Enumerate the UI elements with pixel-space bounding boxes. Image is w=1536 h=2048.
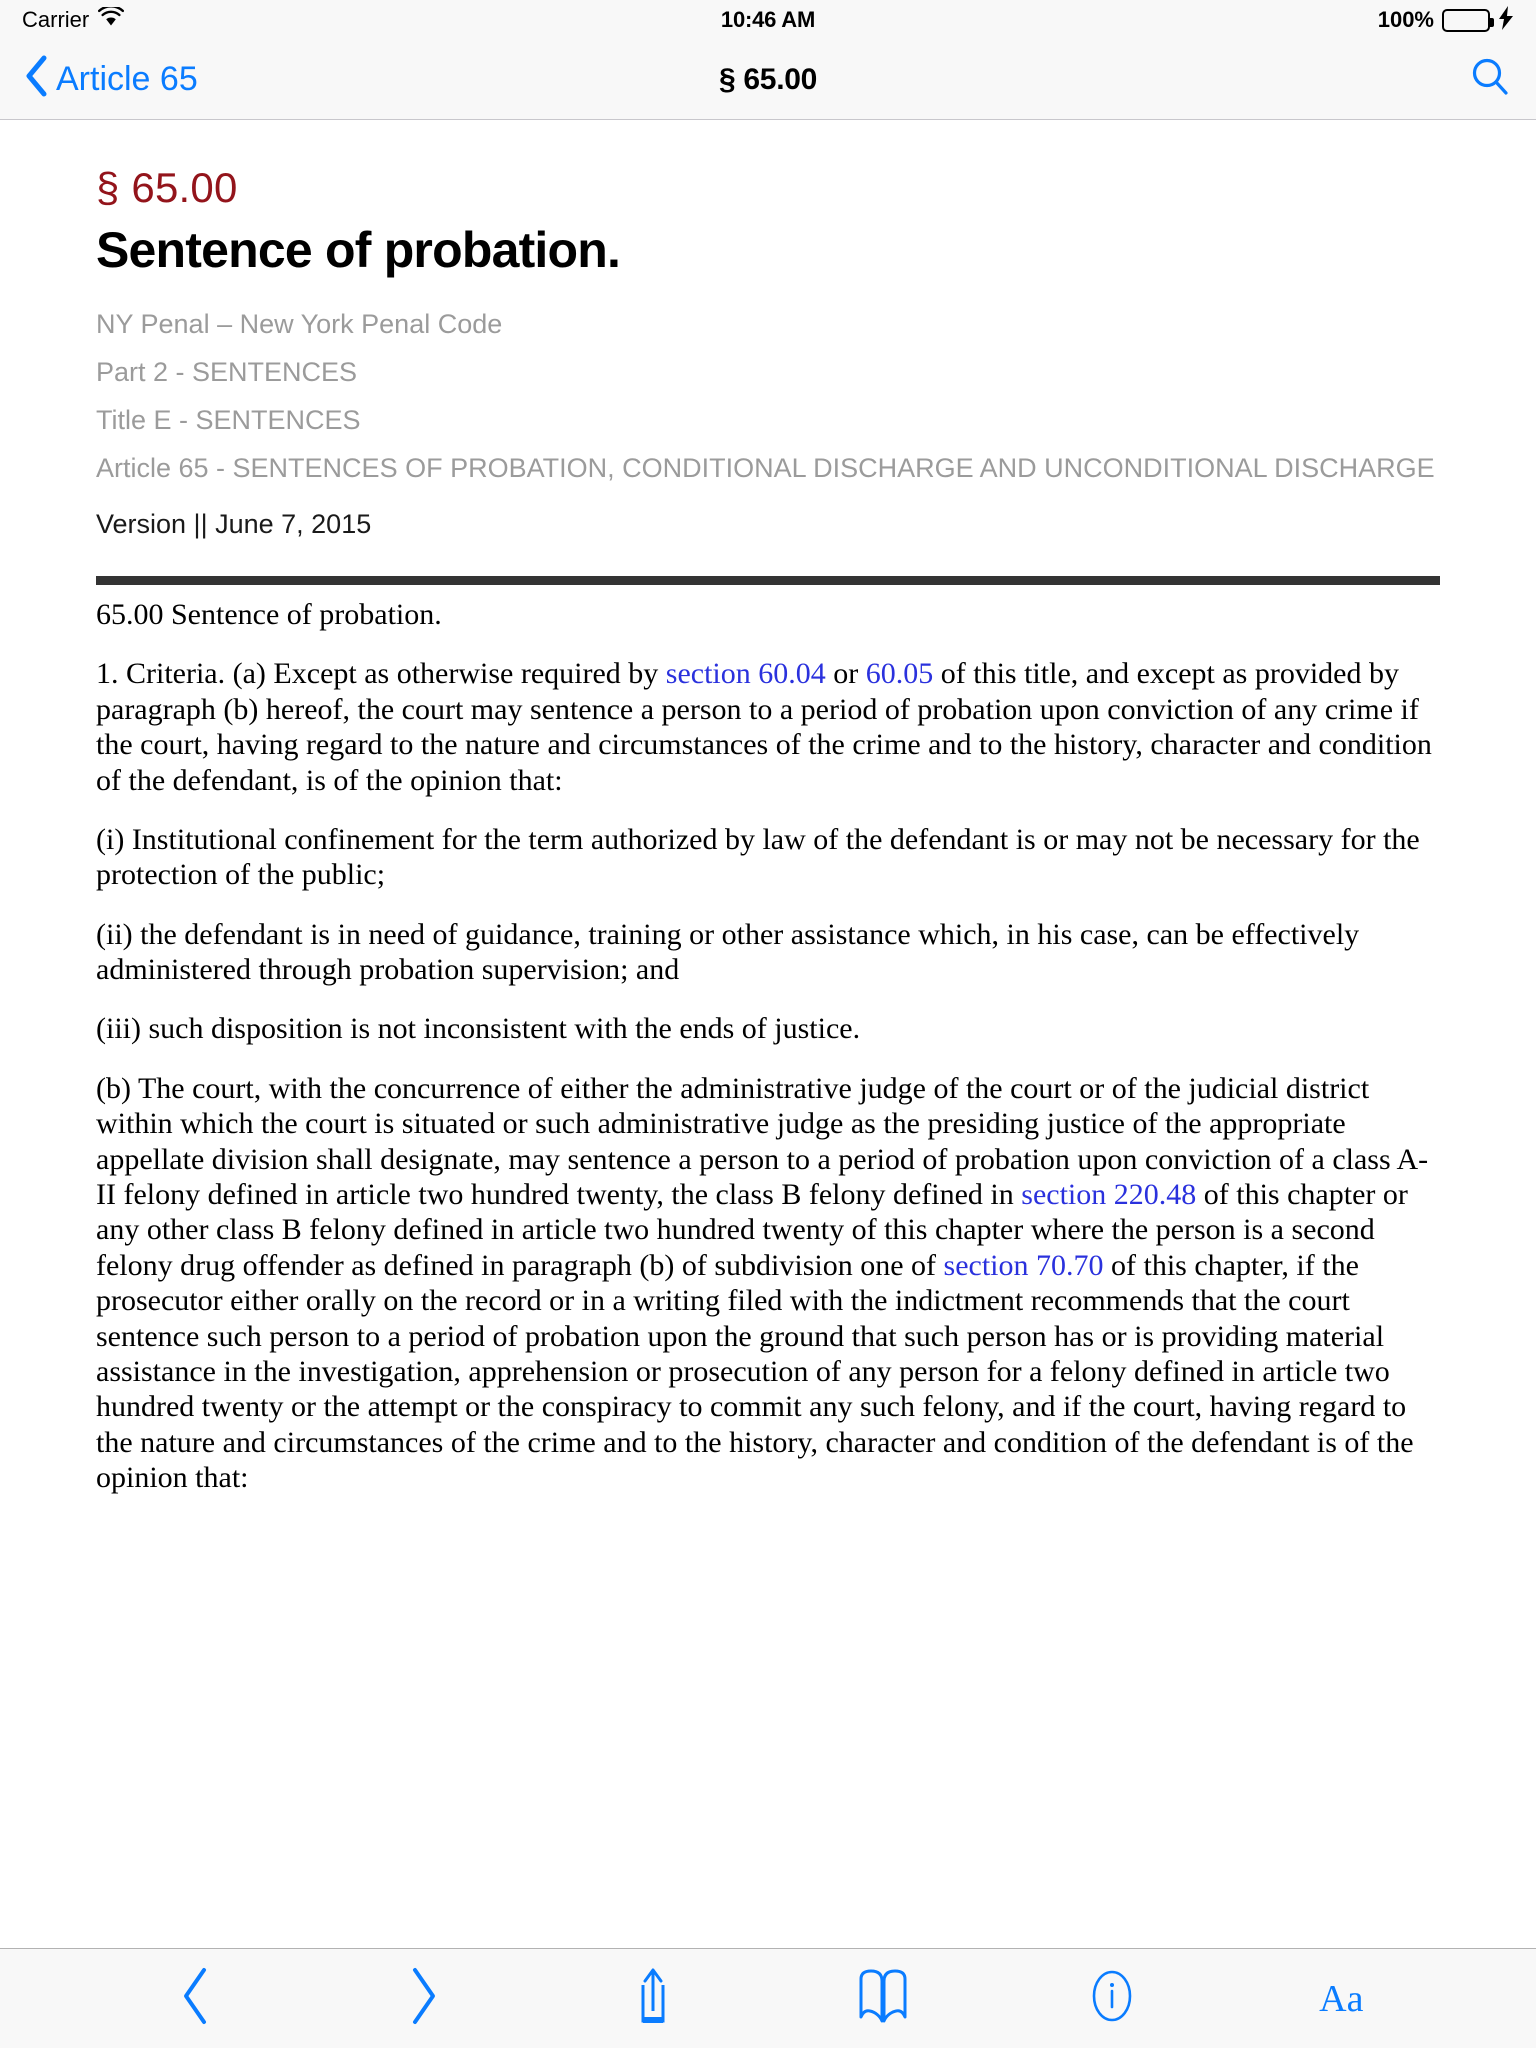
toolbar-info-button[interactable] <box>1067 1964 1157 2034</box>
body-heading-text: 65.00 Sentence of probation. <box>96 597 442 631</box>
link-section-60-05[interactable]: 60.05 <box>865 657 934 691</box>
toolbar-bookmark-button[interactable] <box>838 1964 928 2034</box>
toolbar-share-button[interactable] <box>608 1964 698 2034</box>
document-meta-source: NY Penal – New York Penal Code <box>96 309 503 339</box>
paragraph-b <box>96 1071 1440 1496</box>
paragraph-1-part-c: of this title, and except as provided by paragraph (b) hereof, the court may sentence a person to a period of probation upon conviction of any crime if the court, having regard to the nature and circumstances of the crime and to the history, character and condition of the defendant, is of the opinion that: <box>96 657 1432 797</box>
document-version: Version || June 7, 2015 <box>96 508 372 539</box>
info-circle-icon <box>1086 1967 1138 2030</box>
lightning-bolt-icon <box>1498 6 1514 34</box>
paragraph-b-part-a: (b) The court, with the concurrence of either the administrative judge of the court or of the judicial district within which the court is situated or such administrative judge as the presiding justice of the appropriate appellate division shall designate, may sentence a person to a period of probation upon conviction of a class A-II felony defined in article two hundred twenty, the class B felony defined in <box>96 1071 1429 1212</box>
paragraph-1-part-b: or <box>825 657 866 691</box>
document-body <box>96 585 1440 1496</box>
toolbar-forward-button[interactable] <box>379 1964 469 2034</box>
paragraph-item-i: (i) Institutional confinement for the term authorized by law of the defendant is or may not be necessary for the protection of the public; <box>96 822 1420 892</box>
nav-back-button[interactable] <box>24 55 198 104</box>
chevron-left-icon <box>24 55 48 104</box>
paragraph-item-iii: (iii) such disposition is not inconsistent with the ends of justice. <box>96 1012 861 1046</box>
carrier-label: Carrier <box>22 7 90 32</box>
link-section-220-48[interactable]: section 220.48 <box>1021 1178 1197 1212</box>
link-section-70-70[interactable]: section 70.70 <box>943 1248 1104 1282</box>
chevron-left-icon <box>178 1966 212 2031</box>
status-bar <box>0 0 1536 40</box>
status-bar-right <box>1378 6 1514 34</box>
share-icon <box>630 1965 676 2032</box>
document-meta-article: Article 65 - SENTENCES OF PROBATION, CONDITIONAL DISCHARGE AND UNCONDITIONAL DISCHARGE <box>96 452 1435 483</box>
document-title: Sentence of probation. <box>96 222 621 278</box>
status-bar-time: 10:46 AM <box>720 7 816 32</box>
chevron-right-icon <box>407 1966 441 2031</box>
document-content <box>0 120 1536 1948</box>
toolbar-back-button[interactable] <box>150 1964 240 2034</box>
search-icon <box>1468 55 1512 104</box>
section-divider <box>96 576 1440 585</box>
document-meta-part: Part 2 - SENTENCES <box>96 356 358 387</box>
search-button[interactable] <box>1468 55 1512 104</box>
paragraph-b-part-c: of this chapter, if the prosecutor either orally on the record or in a writing filed with the indictment recommends that the court sentence such person to a period of probation upon the ground that such person has or is providing material assistance in the investigation, apprehension or prosecution of any person for a felony defined in article two hundred twenty or the attempt or the conspiracy to commit any such felony, and if the court, having regard to the nature and circumstances of the crime and to the history, character and condition of the defendant is of the opinion that: <box>96 1248 1414 1495</box>
text-size-icon: Aa <box>1319 1977 1364 2020</box>
document-section-number: § 65.00 <box>96 164 238 211</box>
page-title: § 65.00 <box>719 62 817 96</box>
bookmark-icon <box>857 1967 909 2030</box>
nav-back-label: Article 65 <box>56 60 198 98</box>
body-heading <box>96 597 1440 632</box>
status-bar-left <box>22 7 1378 33</box>
bottom-toolbar <box>0 1948 1536 2048</box>
paragraph-b-part-b: of this chapter or any other class B felony defined in article two hundred twenty of this chapter where the person is a second felony drug offender as defined in paragraph (b) of subdivision one of <box>96 1178 1408 1282</box>
wifi-icon <box>98 7 124 33</box>
battery-percent-label: 100% <box>1377 7 1434 32</box>
document-meta-title: Title E - SENTENCES <box>96 404 361 435</box>
toolbar-text-size-button[interactable] <box>1296 1964 1386 2034</box>
paragraph-1-criteria <box>96 656 1440 798</box>
paragraph-item-ii: (ii) the defendant is in need of guidance, training or other assistance which, in his case, can be effectively administered through probation supervision; and <box>96 917 1360 987</box>
navigation-bar <box>0 40 1536 120</box>
battery-icon <box>1442 9 1490 32</box>
link-section-60-04[interactable]: section 60.04 <box>665 657 826 691</box>
paragraph-1-part-a: 1. Criteria. (a) Except as otherwise required by <box>96 657 666 691</box>
